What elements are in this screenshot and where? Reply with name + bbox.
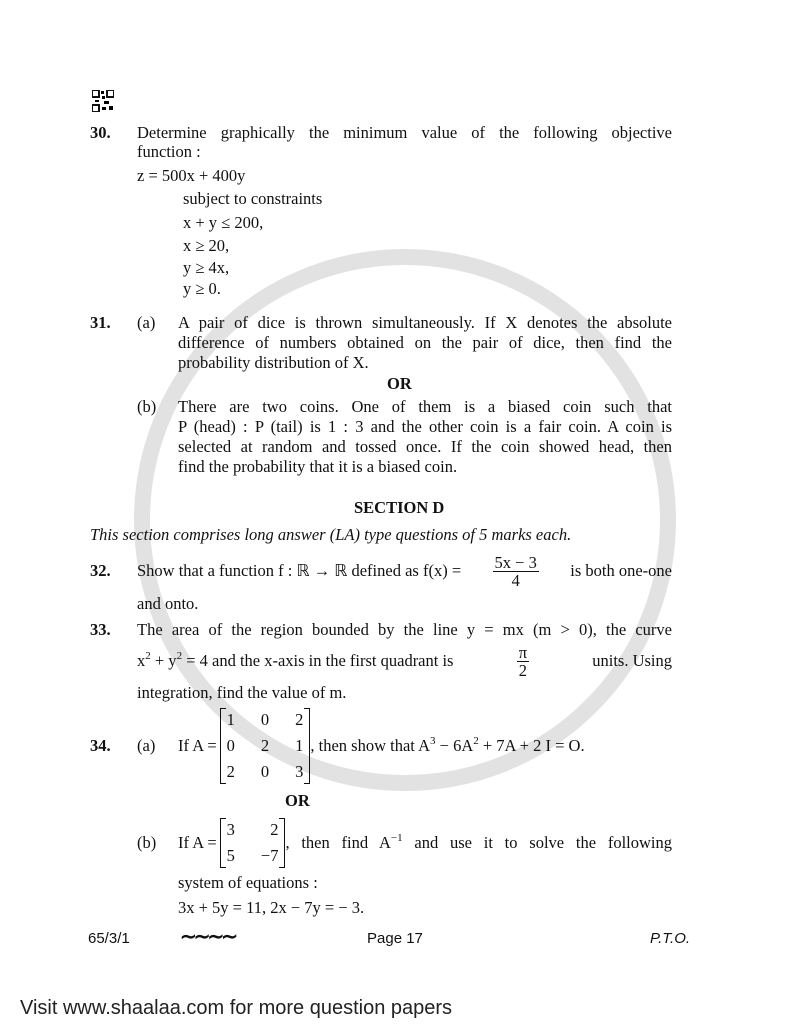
wave-ornament: ∼∼∼∼ [180, 926, 236, 948]
constraint: y ≥ 4x, [183, 258, 230, 277]
q33-text: units. Using [592, 651, 672, 670]
q34b-line [178, 816, 672, 870]
q33-line [137, 641, 672, 681]
question-number: 32. [90, 561, 111, 580]
denominator: 4 [511, 570, 520, 590]
q34b-text: If A = [178, 833, 217, 852]
part-label: (b) [137, 833, 157, 852]
q33-text: $x^2 + y^2 = 4$ and the x-axis in the first quadrant is [137, 650, 454, 670]
section-description: This section comprises long answer (LA) type questions of 5 marks each. [90, 525, 572, 544]
q34a-line [178, 706, 585, 786]
site-banner: Visit www.shaalaa.com for more question papers [20, 997, 453, 1019]
constraints-label: subject to constraints [183, 189, 323, 208]
constraint: y ≥ 0. [183, 279, 221, 298]
denominator: 2 [518, 660, 527, 680]
qr-code-icon [92, 90, 114, 112]
q34b-line: system of equations : [178, 873, 318, 892]
q30-line: Determine graphically the minimum value of the following objective [137, 123, 672, 142]
question-number: 30. [90, 123, 111, 142]
q32-line [137, 551, 672, 591]
pto-label: P.T.O. [650, 930, 691, 947]
fraction [493, 554, 539, 589]
q33-line: integration, find the value of m. [137, 683, 347, 702]
q31a-line: difference of numbers obtained on the pair of dice, then find the [178, 333, 672, 352]
matrix-b: 3 2 5 −7 [220, 818, 286, 868]
q34b-equations: 3x + 5y = 11, 2x − 7y = − 3. [178, 898, 365, 917]
q34a-text: If A = [178, 736, 217, 755]
question-number: 34. [90, 736, 111, 755]
q34a-text: , then show that $A^3 - 6A^2 + 7A + 2$ I = O. [310, 735, 585, 755]
or-label: OR [387, 374, 412, 393]
numerator: 5x − 3 [494, 552, 537, 572]
q31a-line: A pair of dice is thrown simultaneously. If X denotes the absolute [178, 313, 672, 332]
numerator: π [518, 642, 528, 662]
q34b-text: , then find $A^{-1}$ and use it to solve the following [285, 832, 672, 852]
q32-line: and onto. [137, 594, 199, 613]
q31b-line: There are two coins. One of them is a biased coin such that [178, 397, 672, 416]
objective-function: z = 500x + 400y [137, 166, 246, 185]
matrix-a: 1 0 2 0 2 1 2 0 3 [220, 708, 311, 784]
q32-text: Show that a function f : ℝ → ℝ defined as f(x) = [137, 561, 462, 580]
question-number: 31. [90, 313, 111, 332]
section-title: SECTION D [354, 498, 445, 517]
fraction [517, 644, 529, 679]
page-number: Page 17 [367, 930, 423, 947]
q32-text: is both one-one [570, 561, 672, 580]
q30-line: function : [137, 142, 201, 161]
q31b-line: find the probability that it is a biased coin. [178, 457, 458, 476]
or-label: OR [285, 791, 310, 810]
q31a-line: probability distribution of X. [178, 353, 369, 372]
part-label: (a) [137, 313, 156, 332]
constraint: x + y ≤ 200, [183, 213, 264, 232]
part-label: (b) [137, 397, 157, 416]
part-label: (a) [137, 736, 156, 755]
q31b-line: P (head) : P (tail) is 1 : 3 and the other coin is a fair coin. A coin is [178, 417, 672, 436]
paper-code: 65/3/1 [88, 930, 130, 947]
q33-line: The area of the region bounded by the line y = mx (m > 0), the curve [137, 620, 672, 639]
q31b-line: selected at random and tossed once. If the coin showed head, then [178, 437, 672, 456]
question-number: 33. [90, 620, 111, 639]
constraint: x ≥ 20, [183, 236, 230, 255]
